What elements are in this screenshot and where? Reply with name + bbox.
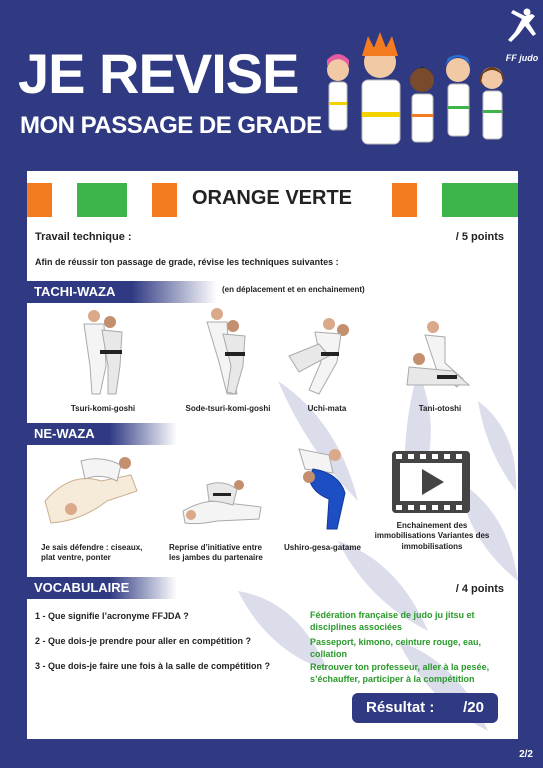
vocabulary-banner: VOCABULAIRE [27, 577, 177, 599]
ushiro-gesa-gatame-photo [289, 443, 359, 533]
tsuri-komi-goshi-photo [72, 306, 132, 398]
play-icon [392, 451, 470, 513]
sode-tsuri-komi-goshi-photo [197, 306, 257, 398]
result-box [352, 693, 498, 723]
page-number: 2/2 [519, 749, 533, 760]
question: 3 - Que dois-je faire une fois à la salle de compétition ? [35, 661, 271, 671]
defense-photo [41, 451, 141, 531]
video-play-button[interactable] [392, 451, 470, 513]
uchi-mata-photo [285, 316, 355, 396]
tani-otoshi-photo [403, 319, 475, 393]
technique-caption: Tsuri-komi-goshi [70, 404, 136, 413]
ne-waza-caption: Je sais défendre : ciseaux, plat ventre, ponter [41, 543, 143, 563]
technique-caption: Sode-tsuri-komi-goshi [185, 404, 271, 413]
ne-waza-caption: Reprise d’initiative entre les jambes du partenaire [169, 543, 263, 563]
ne-waza-banner: NE-WAZA [27, 423, 177, 445]
question: 1 - Que signifie l’acronyme FFJDA ? [35, 611, 189, 621]
ne-waza-caption: Enchainement des immobilisations Variantes des immobilisations [374, 521, 490, 551]
result-value: /20 [463, 699, 484, 716]
tachi-waza-note: (en déplacement et en enchainement) [222, 285, 365, 294]
technique-caption: Uchi-mata [307, 404, 347, 413]
answer: Passeport, kimono, ceinture rouge, eau, collation [310, 637, 482, 660]
technical-label: Travail technique : [35, 231, 132, 243]
ffjudo-logo [505, 6, 539, 62]
judoka-logo-icon [505, 6, 539, 46]
grade-level-title: ORANGE VERTE [191, 187, 353, 209]
vocabulary-points: / 4 points [455, 583, 504, 595]
technical-points: / 5 points [455, 231, 504, 243]
tachi-waza-banner: TACHI-WAZA [27, 281, 217, 303]
answer: Retrouver ton professeur, aller à la pesée, s’échauffer, participer à la compétition [310, 662, 490, 685]
cartoon-judokas-illustration [318, 30, 508, 152]
result-label: Résultat : [366, 699, 435, 716]
question: 2 - Que dois-je prendre pour aller en compétition ? [35, 636, 252, 646]
page-subtitle: MON PASSAGE DE GRADE [20, 112, 322, 139]
technique-caption: Tani-otoshi [418, 404, 462, 413]
page-title: JE REVISE [18, 42, 299, 105]
reprise-initiative-photo [177, 471, 267, 531]
answer: Fédération française de judo ju jitsu et disciplines associées [310, 610, 475, 633]
revision-card [27, 171, 518, 739]
intro-text: Afin de réussir ton passage de grade, révise les techniques suivantes : [35, 257, 339, 267]
ne-waza-caption: Ushiro-gesa-gatame [284, 543, 361, 552]
logo-text: FF judo [505, 53, 539, 63]
